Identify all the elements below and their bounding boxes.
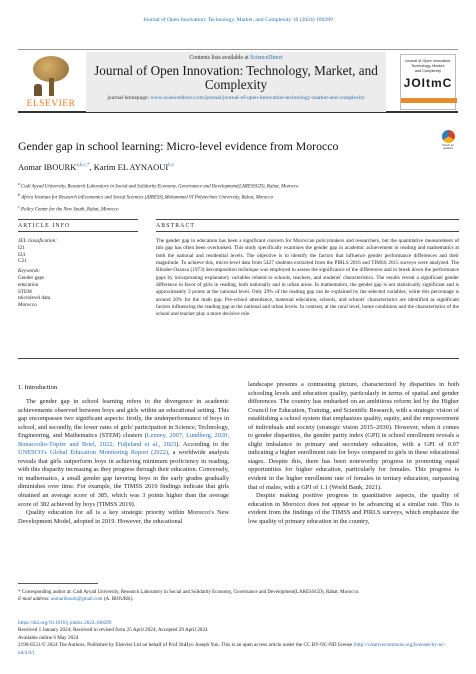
author-1[interactable]: Aomar IBOURK <box>18 162 77 172</box>
homepage-link[interactable]: www.sciencedirect.com/journal/journal-of-open-innovation-technology-market-and-complexity <box>150 95 365 101</box>
check-updates-icon <box>442 130 455 143</box>
footnote <box>18 589 458 603</box>
affiliations <box>18 180 458 214</box>
journal-homepage <box>86 95 386 102</box>
body-right-column <box>248 381 459 526</box>
author-2[interactable]: Karim EL AYNAOUI <box>93 162 169 172</box>
jel-code: C21 <box>18 258 27 265</box>
jel-label: JEL classification: <box>18 238 57 244</box>
keyword: education <box>18 281 39 288</box>
citation-link[interactable]: Lenney, 2007; Lundberg, 2020; Bonaccolto-Töpfer and Briel, 2022; Fidjeland et al., 2023 <box>18 432 229 448</box>
affiliation-a <box>18 180 458 191</box>
doi-link[interactable]: https://doi.org/10.1016/j.joitmc.2024.100289 <box>18 620 112 626</box>
abstract-text: The gender gap in education has been a significant concern for Moroccan policymakers and researchers, but the quantitative measurement of this gap has often been overlooked. This study specifically examines the gender gap in academic achievement in reading and mathematics at both the national and residential levels. The objective is to identify the factors that influence gender performance differences and their magnitude. To achieve this, micro-level data from 5427 students extracted from the PIRLS 2016 and TIMSS 2015 surveys were analyzed. The Blinder-Oaxaca (1973) decomposition technique was employed to assess the significance of the differences and to break down the performance gaps by incorporating explanatory variables related to schools, teachers, and students' characteristics. The results reveal a significant gender difference in favor of girls in reading, both nationally and in urban areas. In mathematics, the gender gap is not statistically significant and is approximately 3 points at the national level. Only 29% of the reading gap can be explained by the selected variables, while this percentage is around 20% for the math gap. Pre-school attendance, maternal education, schools, and schools' characteristics are identified as significant factors influencing the reading gap at the national and urban levels. In contrast, at the rural level, home conditions and the characteristics of the school and teacher play a more decisive role. <box>156 238 459 318</box>
keywords-label: Keywords: <box>18 268 41 275</box>
affil-sup: a <box>18 181 20 186</box>
license-statement: 2199-8531/© 2024 The Authors. Published by Elsevier Ltd on behalf of Prof JinHyo Joseph Yun. This is an open access article under the CC BY-NC-ND license <box>18 642 353 649</box>
body-left-column <box>18 398 229 526</box>
footnote-rule <box>18 583 98 584</box>
article-info-rule <box>18 219 138 220</box>
affil-sup: c <box>18 203 20 209</box>
paragraph: Quality education for all is a key strategic priority within Morocco's New Development Model, adopted in 2019. However, the educational <box>18 509 229 525</box>
unesco-report-link[interactable]: UNESCO's Global Education Monitoring Report (2022) <box>18 449 169 457</box>
email-label: E-mail address: <box>18 597 52 602</box>
elsevier-logo[interactable] <box>20 54 82 112</box>
article-metadata <box>18 620 458 657</box>
jel-code: I24 <box>18 251 25 258</box>
abstract-rule-top <box>156 219 459 220</box>
text: The gender gap in school learning refers to the divergence in academic achievements observed between boys and girls within an educational setting. This gap encompasses two significant aspects: firstly, the underperformance of boys in school, and secondly, the lower rates of girls' participation in Science, Technology, Engineering, and Mathematics (STEM) clusters ( <box>18 398 229 440</box>
running-journal-title[interactable]: Journal of Open Innovation: Technology, Market, and Complexity 10 (2024) 100289 <box>143 17 333 23</box>
affiliation-b <box>18 191 458 202</box>
affil-sup: b <box>18 192 21 198</box>
journal-header <box>18 49 458 113</box>
cover-line-1: Journal of Open Innovation: <box>404 59 452 63</box>
keyword: microlevel data <box>18 295 51 302</box>
affil-text: Cadi Ayyad University, Research Laboratory in Social and Solidarity Economy, Governance and Development(LARESSGD), Rabat, Morocco <box>21 184 299 190</box>
article-info-rule-2 <box>18 231 138 232</box>
publisher-name: ELSEVIER <box>26 99 76 109</box>
paragraph <box>18 398 229 509</box>
corresponding-author-note: * Corresponding author at: Cadi Ayyad University, Research Laboratory in Social and Solidarity Economy, Governance and Development(LARESSGD), Rabat, Morocco. <box>18 590 360 595</box>
header-center <box>86 52 386 112</box>
email-suffix: (A. IBOURK). <box>102 597 134 602</box>
abstract-rule-bottom <box>18 358 459 359</box>
license-link[interactable]: (http://creativecommons.org/licenses/by-nc-nd/4.0/). <box>18 642 446 656</box>
author-sep: , <box>89 162 94 172</box>
text: ). According to the <box>176 440 229 448</box>
affil-text: Policy Center for the New South, Rabat, Morocco <box>21 207 119 213</box>
article-title: Gender gap in school learning: Micro-level evidence from Morocco <box>18 139 339 153</box>
contents-line <box>86 55 386 61</box>
paragraph: Despite making positive progress in quantitative aspects, the quality of education in Morocco does not appear to be advancing at a similar rate. This is evident from the findings of the TIMSS and PIRLS surveys, which emphasize the low quality of primary education in the country, <box>248 492 459 525</box>
author-2-affil[interactable]: b,c <box>168 163 175 169</box>
available-online: Available online 6 May 2024 <box>18 634 79 641</box>
elsevier-tree-icon <box>30 56 72 96</box>
cover-acronym: JOItmC <box>403 76 453 91</box>
keyword: STEM <box>18 288 32 295</box>
email-link[interactable]: aomaribourk@gmail.com <box>51 597 103 602</box>
keyword: Gender gaps <box>18 274 45 281</box>
contents-prefix: Contents lists available at <box>189 55 251 61</box>
check-for-updates-button[interactable] <box>437 130 459 152</box>
jel-code: I21 <box>18 244 25 251</box>
cover-bar <box>401 98 457 103</box>
journal-title: Journal of Open Innovation: Technology, Market, and Complexity <box>94 63 378 92</box>
received-dates: Received 1 January 2024; Received in revised form 25 April 2024; Accepted 29 April 2024 <box>18 627 208 634</box>
license-text <box>18 642 458 657</box>
affil-text: Africa Institute for Research inEconomics and Social Sciences (AIRESS),Mohammed VI Polytechnic University, Rabat, Morocco <box>21 196 274 202</box>
paragraph: landscape presents a contrasting picture, characterized by disparities in both schooling levels and education quality, particularly in terms of spatial and gender differences. The country has embarked on an ambitious reform led by the Higher Council for Education, Training, and Scientific Research, with a strategic vision of establishing a school system that emphasizes quality, equity, and the empowerment of individuals and society (strategic vision 2015–2030). However, when it comes to gender disparities, the gender parity index (GPI) in school enrollment reveals a slight imbalance in primary and secondary education, with a GPI of 0.97 indicating a higher enrollment rate for boys compared to girls in these educational stages. Despite this, there has been noteworthy progress in promoting equal opportunities for higher education, particularly for females. This progress is evident in the higher enrollment rate of females in tertiary education, surpassing that of males, with a GPI of 1.1 (World Bank, 2021). <box>248 381 459 491</box>
affiliation-c <box>18 203 458 214</box>
homepage-prefix: journal homepage: <box>107 95 151 101</box>
cover-line-3: and Complexity <box>414 68 442 73</box>
journal-cover-thumbnail[interactable] <box>400 54 456 110</box>
author-1-affil[interactable]: a,b,c,* <box>76 163 90 169</box>
email-line <box>18 596 458 603</box>
check-updates-label: Check for updates <box>442 143 454 151</box>
section-heading-introduction: 1. Introduction <box>18 384 58 391</box>
author-list <box>18 162 174 172</box>
article-info-panel <box>18 238 128 309</box>
abstract-heading: ABSTRACT <box>156 223 196 229</box>
text: , a worldwide analysis reveals that girls outperform boys in achieving minimum proficiency in reading, with this disparity increasing as they progress through their education. Conversely, in mathematics, a small gender gap favoring boys in the early grades gradually diminishes over time. For example, the TIMSS 2019 findings indicate that girls obtained an average score of 385, which was 3 points higher than the average score of 382 achieved by boys (TIMSS 2019). <box>18 449 230 508</box>
keyword: Morocco <box>18 302 37 309</box>
cover-line-2: Technology, Market, <box>411 63 445 68</box>
article-info-heading: ARTICLE INFO <box>18 223 71 229</box>
abstract-rule-2 <box>156 231 459 232</box>
sciencedirect-link[interactable]: ScienceDirect <box>250 55 283 61</box>
